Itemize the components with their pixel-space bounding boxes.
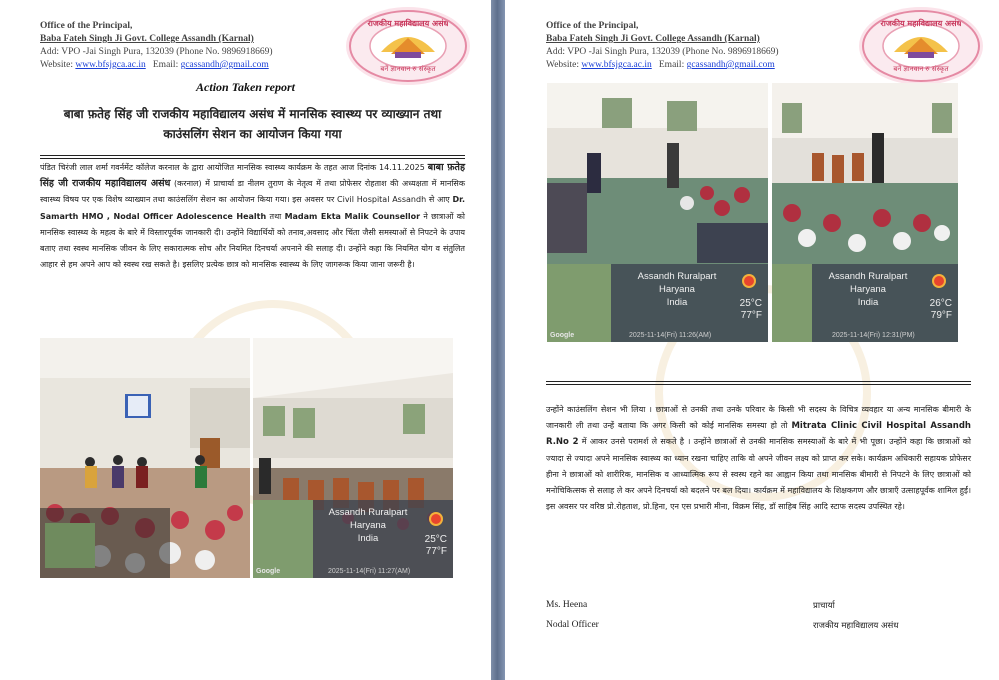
page-divider: [491, 0, 505, 680]
geotag-date: 2025-11-14(Fri) 11:27(AM): [328, 568, 411, 575]
geotag-date: 2025-11-14(Fri) 11:26(AM): [629, 332, 712, 339]
event-photo-3: [547, 83, 768, 342]
signature-right-role: राजकीय महाविद्यालय असंध: [813, 621, 899, 631]
divider-line: [546, 381, 971, 382]
geotag-temperature: 26°C 79°F: [929, 298, 952, 321]
college-logo: राजकीय महाविद्यालय असंध बनें ज्ञानवान रु संस्कृत: [862, 10, 980, 82]
weather-sun-icon: [431, 514, 441, 524]
letterhead-office: Office of the Principal,: [40, 21, 133, 31]
geotag-overlay: [253, 500, 453, 578]
event-photo-4: [772, 83, 958, 342]
email-link[interactable]: gcassandh@gmail.com: [686, 60, 775, 70]
report-paragraph-1: पंडित चिरंजी लाल शर्मा गवर्नमेंट कॉलेज करनाल के द्वारा आयोजित मानसिक स्वास्थ्य कार्यक्रम के तहत आज दिनांक 14.11.2025 बाबा फ़तेह सिंह जी राजकीय महाविद्यालय असंध (करनाल) में प्राचार्या डा नीलम तुराण के नेतृत्व में तथा प्रोफेसर रोहताश की अध्यक्षता में मानसिक स्वास्थ्य विषय पर एक विशेष व्याख्यान तथा काउंसलिंग सेशन का आयोजन किया गया। इस अवसर पर Civil Hospital Assandh से आए Dr. Samarth HMO , Nodal Officer Adolescence Health तथा Madam Ekta Malik Counsellor ने छात्राओं को मानसिक स्वास्थ्य के महत्व के बारे में विस्तारपूर्वक जानकारी दी। उन्होंने विद्यार्थियों को तनाव,अवसाद और चिंता जैसी समस्याओं से निपटने के उपाय बताए तथा स्वस्थ मानसिक जीवन के लिए सकारात्मक सोच और नियमित दिनचर्या अपनाने की सलाह दी। उन्होंने कहा कि नियमित योग व संतुलित आहार से हम अपने आप को स्वस्थ रख सकते है। इसलिए प्रत्येक छात्र को मानसिक स्वास्थ्य के लिए जागरूक किया जाना जरूरी है।: [40, 162, 465, 270]
geotag-date: 2025-11-14(Fri) 12:31(PM): [832, 332, 915, 339]
map-thumbnail: [547, 264, 611, 342]
map-thumbnail: [253, 500, 313, 578]
letterhead-college: Baba Fateh Singh Ji Govt. College Assandh (Karnal): [546, 34, 760, 44]
letterhead-college: Baba Fateh Singh Ji Govt. College Assandh (Karnal): [40, 34, 254, 44]
website-link[interactable]: www.bfsjgca.ac.in: [581, 60, 652, 70]
event-photo-2: [253, 338, 453, 578]
letterhead: [546, 20, 779, 72]
email-link[interactable]: gcassandh@gmail.com: [180, 60, 269, 70]
google-label: Google: [256, 568, 281, 575]
report-title: बाबा फ़तेह सिंह जी राजकीय महाविद्यालय असंध में मानसिक स्वास्थ्य पर व्याख्यान तथा काउंसलिंग सेशन का आयोजन किया गया: [63, 107, 442, 141]
college-logo: राजकीय महाविद्यालय असंध बनें ज्ञानवान रु संस्कृत: [349, 10, 467, 82]
geotag-location: Assandh Ruralpart Haryana India: [637, 271, 717, 308]
report-heading: Action Taken report: [196, 80, 295, 94]
divider-line: [40, 155, 465, 156]
letterhead-address: Add: VPO -Jai Singh Pura, 132039 (Phone No. 9896918669): [546, 47, 779, 57]
letterhead-office: Office of the Principal,: [546, 21, 639, 31]
letterhead-contact: Website: www.bfsjgca.ac.in Email: gcassandh@gmail.com: [40, 60, 269, 70]
letterhead: [40, 20, 273, 72]
report-page-right: [505, 0, 999, 680]
signature-right-name: प्राचार्या: [813, 601, 835, 611]
geotag-temperature: 25°C 77°F: [424, 534, 447, 557]
geotag-overlay: [772, 264, 958, 342]
divider-line: [546, 384, 971, 385]
google-label: Google: [550, 332, 575, 339]
event-photo-1: [40, 338, 250, 578]
geotag-location: Assandh Ruralpart Haryana India: [828, 271, 908, 308]
map-thumbnail: [772, 264, 812, 342]
letterhead-address: Add: VPO -Jai Singh Pura, 132039 (Phone No. 9896918669): [40, 47, 273, 57]
signature-left-name: Ms. Heena: [546, 600, 588, 610]
signature-left-role: Nodal Officer: [546, 620, 599, 630]
letterhead-contact: Website: www.bfsjgca.ac.in Email: gcassandh@gmail.com: [546, 60, 775, 70]
geotag-temperature: 25°C 77°F: [739, 298, 762, 321]
divider-line: [40, 158, 465, 159]
weather-sun-icon: [744, 276, 754, 286]
website-link[interactable]: www.bfsjgca.ac.in: [75, 60, 146, 70]
geotag-location: Assandh Ruralpart Haryana India: [328, 507, 408, 544]
report-paragraph-2: उन्होंने काउंसलिंग सेशन भी लिया । छात्राओं से उनकी तथा उनके परिवार के किसी भी सदस्य के विचित्र व्यवहार या अन्य मानसिक बीमारी के जानकारी ली तथा उन्हें बताया कि अगर किसी को कोई मानसिक समस्या हो तो Mitrata Clinic Civil Hospital Assandh R.No 2 में आकर उनसे परामर्श ले सकते है । उन्होंने छात्राओं से उनकी मानसिक समस्याओं के बारे में भी पूछा। उन्होंने कहा कि छात्राओं को ज्यादा से ज्यादा अपने मानसिक स्वास्थ्य का ध्यान रखना चाहिए ताकि वो अपने जीवन लक्ष्य को प्राप्त कर सके। कार्यक्रम अधिकारी सहायक प्रोफेसर हीना ने छात्राओं को शारीरिक, मानसिक व आध्यात्मिक रूप से स्वस्थ रहने का आह्वान किया तथा मानसिक बीमारी से निपटने के लिए छात्राओं को मनोचिकित्सक से सलाह ले कर अपने दिनचर्या को बदलने पर बल दिया। कार्यक्रम में महाविद्यालय के शिक्षकगण और छात्राएँ उत्साहपूर्वक शामिल हुईं। इस अवसर पर वरिष्ठ प्रो.रोहताश, प्रो.हिना, एन एस प्रभारी मीना, विक्रम सिंह, डॉ साहिब सिंह आदि स्टाफ सदस्य उपस्थित रहे।: [546, 405, 971, 512]
weather-sun-icon: [934, 276, 944, 286]
geotag-overlay: [547, 264, 768, 342]
report-page-left: [0, 0, 491, 680]
